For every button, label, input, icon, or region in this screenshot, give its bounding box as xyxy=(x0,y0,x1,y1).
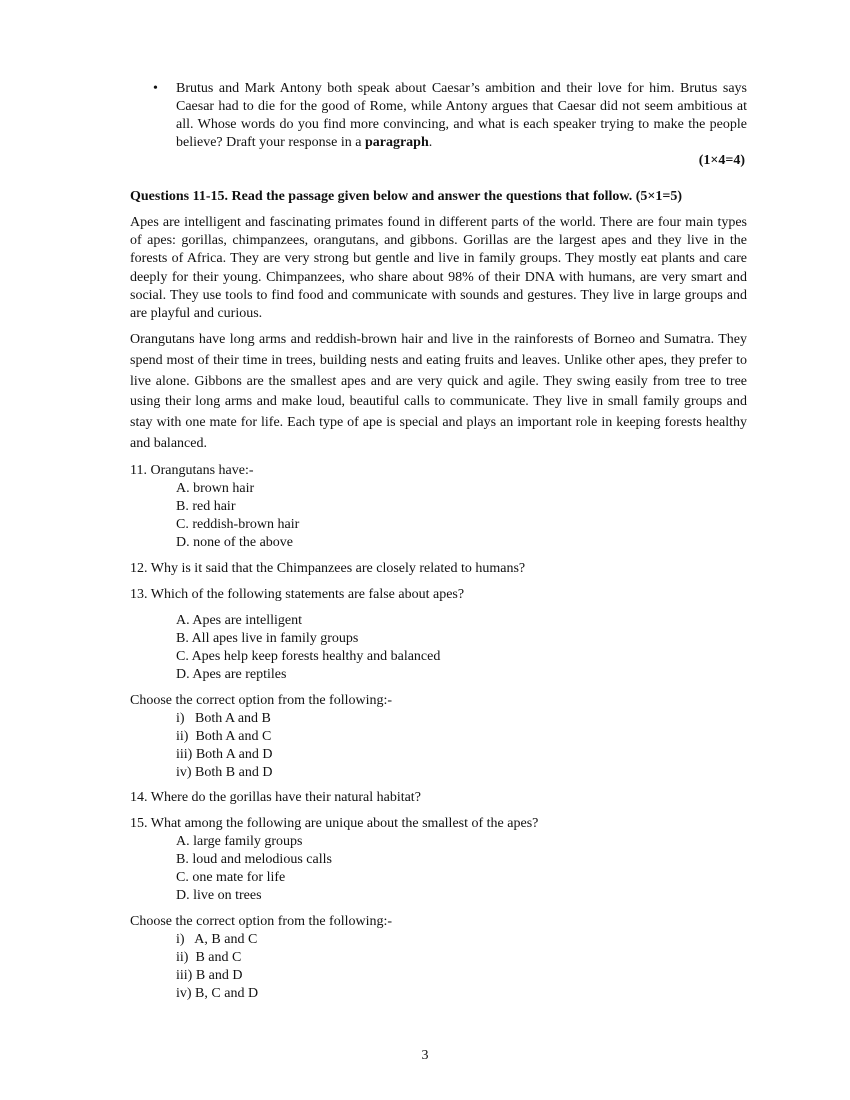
question-15-options xyxy=(176,833,736,905)
bullet-question-text: Brutus and Mark Antony both speak about Caesar’s ambition and their love for him. Brutus says Caesar had to die for the good of Rome, while Antony argues that Caesar did not seem ambitious at all. Whose words do you find more convincing, and what is each speaker trying to make the people believe? Draft your response in a paragraph. xyxy=(176,81,747,150)
option: B. All apes live in family groups xyxy=(176,631,359,646)
bullet-icon: • xyxy=(153,81,158,96)
option: B. red hair xyxy=(176,499,236,514)
question-13-options xyxy=(176,612,736,684)
question-13: 13. Which of the following statements are false about apes? xyxy=(130,587,465,602)
page-number: 3 xyxy=(421,1048,429,1063)
option: D. none of the above xyxy=(176,535,294,550)
bold-word: paragraph xyxy=(364,135,429,150)
passage-paragraph-1: Apes are intelligent and fascinating primates found in different parts of the world. There are four main types of apes: gorillas, chimpanzees, orangutans, and gibbons. Gorillas are the largest apes and they live in the forests of Africa. They are very strong but gentle and live in family groups. They mostly eat plants and care deeply for their young. Chimpanzees, who share about 98% of their DNA with humans, are very smart and social. They use tools to find food and communicate with sounds and gestures. They live in large groups and are playful and curious. xyxy=(130,215,747,322)
question-12: 12. Why is it said that the Chimpanzees are closely related to humans? xyxy=(130,561,526,576)
question-15: 15. What among the following are unique about the smallest of the apes? xyxy=(130,816,539,831)
option: D. live on trees xyxy=(176,888,262,903)
question-11: 11. Orangutans have:- xyxy=(130,463,254,478)
choice: i) A, B and C xyxy=(176,932,258,947)
option: C. one mate for life xyxy=(176,870,286,885)
option: A. Apes are intelligent xyxy=(176,613,302,628)
choice: ii) B and C xyxy=(176,950,242,965)
bullet-question xyxy=(153,80,747,152)
option: A. large family groups xyxy=(176,834,303,849)
option: C. reddish-brown hair xyxy=(176,517,300,532)
question-11-options xyxy=(176,480,736,552)
question-15-choose-text: Choose the correct option from the following:- xyxy=(130,914,393,929)
option: B. loud and melodious calls xyxy=(176,852,332,867)
option: D. Apes are reptiles xyxy=(176,667,287,682)
choice: i) Both A and B xyxy=(176,711,271,726)
choice: iv) B, C and D xyxy=(176,986,259,1001)
choice: iii) Both A and D xyxy=(176,747,273,762)
marks-allocation: (1×4=4) xyxy=(698,153,745,168)
section-heading: Questions 11-15. Read the passage given below and answer the questions that follow. (5×1=5) xyxy=(130,189,683,204)
question-15-choices xyxy=(176,931,736,1003)
option: A. brown hair xyxy=(176,481,255,496)
choice: ii) Both A and C xyxy=(176,729,272,744)
passage-paragraph-2: Orangutans have long arms and reddish-brown hair and live in the rainforests of Borneo and Sumatra. They spend most of their time in trees, building nests and eating fruits and leaves. Unlike other apes, they prefer to live alone. Gibbons are the smallest apes and are very quick and agile. They swing easily from tree to tree using their long arms and make loud, beautiful calls to communicate. They live in small family groups and stay with one mate for life. Each type of ape is special and plays an important role in keeping forests healthy and balanced. xyxy=(130,332,747,451)
question-13-choose-text: Choose the correct option from the following:- xyxy=(130,693,393,708)
choice: iii) B and D xyxy=(176,968,243,983)
question-13-choices xyxy=(176,710,736,782)
option: C. Apes help keep forests healthy and balanced xyxy=(176,649,441,664)
choice: iv) Both B and D xyxy=(176,765,273,780)
question-14: 14. Where do the gorillas have their natural habitat? xyxy=(130,790,421,805)
